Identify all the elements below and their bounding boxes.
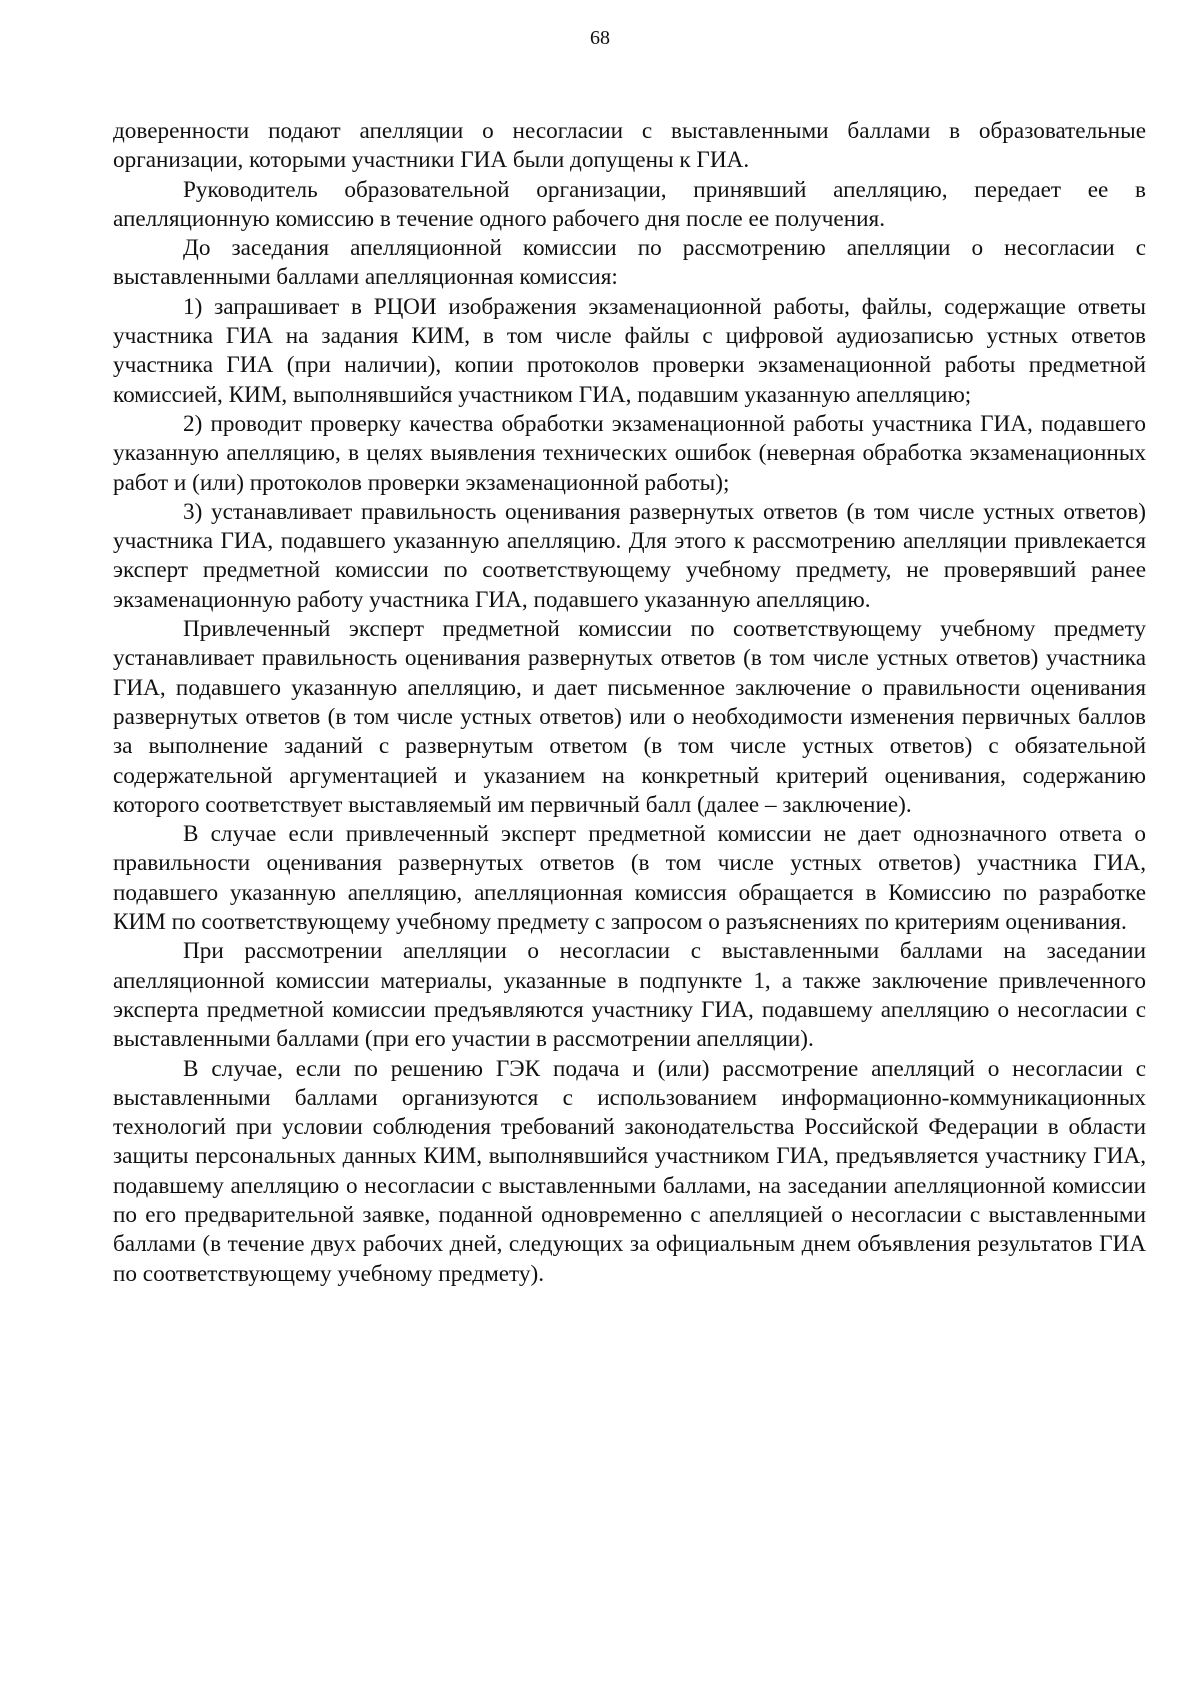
paragraph-10: В случае, если по решению ГЭК подача и (или) рассмотрение апелляций о несогласии с выставленными баллами организуются с использованием информационно-коммуникационных технологий при условии соблюдения требований законодательства Российской Федерации в области защиты персональных данных КИМ, выполнявшийся участником ГИА, предъявляется участнику ГИА, подавшему апелляцию о несогласии с выставленными баллами, на заседании апелляционной комиссии по его предварительной заявке, поданной одновременно с апелляцией о несогласии с выставленными баллами (в течение двух рабочих дней, следующих за официальным днем объявления результатов ГИА по соответствующему учебному предмету). bbox=[113, 1055, 1146, 1287]
paragraph-6: 3) устанавливает правильность оценивания развернутых ответов (в том числе устных ответов) участника ГИА, подавшего указанную апелляцию. Для этого к рассмотрению апелляции привлекается эксперт предметной комиссии по соответствующему учебному предмету, не проверявший ранее экзаменационную работу участника ГИА, подавшего указанную апелляцию. bbox=[113, 498, 1146, 613]
paragraph-3: До заседания апелляционной комиссии по рассмотрению апелляции о несогласии с выставленными баллами апелляционная комиссия: bbox=[113, 235, 1146, 291]
paragraph-1: доверенности подают апелляции о несогласии с выставленными баллами в образовательные организации, которыми участники ГИА были допущены к ГИА. bbox=[113, 118, 1146, 174]
body-text bbox=[113, 117, 1146, 1289]
paragraph-8: В случае если привлеченный эксперт предметной комиссии не дает однозначного ответа о правильности оценивания развернутых ответов (в том числе устных ответов) участника ГИА, подавшего указанную апелляцию, апелляционная комиссия обращается в Комиссию по разработке КИМ по соответствующему учебному предмету с запросом о разъяснениях по критериям оценивания. bbox=[113, 821, 1146, 936]
paragraph-5: 2) проводит проверку качества обработки экзаменационной работы участника ГИА, подавшего указанную апелляцию, в целях выявления технических ошибок (неверная обработка экзаменационных работ и (или) протоколов проверки экзаменационной работы); bbox=[113, 410, 1146, 496]
page-number: 68 bbox=[590, 27, 610, 49]
paragraph-7: Привлеченный эксперт предметной комиссии по соответствующему учебному предмету устанавливает правильность оценивания развернутых ответов (в том числе устных ответов) участника ГИА, подавшего указанную апелляцию, и дает письменное заключение о правильности оценивания развернутых ответов (в том числе устных ответов) или о необходимости изменения первичных баллов за выполнение заданий с развернутым ответом (в том числе устных ответов) с обязательной содержательной аргументацией и указанием на конкретный критерий оценивания, содержанию которого соответствует выставляемый им первичный балл (далее – заключение). bbox=[113, 616, 1146, 818]
paragraph-4: 1) запрашивает в РЦОИ изображения экзаменационной работы, файлы, содержащие ответы участника ГИА на задания КИМ, в том числе файлы с цифровой аудиозаписью устных ответов участника ГИА (при наличии), копии протоколов проверки экзаменационной работы предметной комиссией, КИМ, выполнявшийся участником ГИА, подавшим указанную апелляцию; bbox=[113, 293, 1146, 408]
paragraph-2: Руководитель образовательной организации, принявший апелляцию, передает ее в апелляционную комиссию в течение одного рабочего дня после ее получения. bbox=[113, 176, 1146, 232]
paragraph-9: При рассмотрении апелляции о несогласии с выставленными баллами на заседании апелляционной комиссии материалы, указанные в подпункте 1, а также заключение привлеченного эксперта предметной комиссии предъявляются участнику ГИА, подавшему апелляцию о несогласии с выставленными баллами (при его участии в рассмотрении апелляции). bbox=[113, 938, 1146, 1053]
